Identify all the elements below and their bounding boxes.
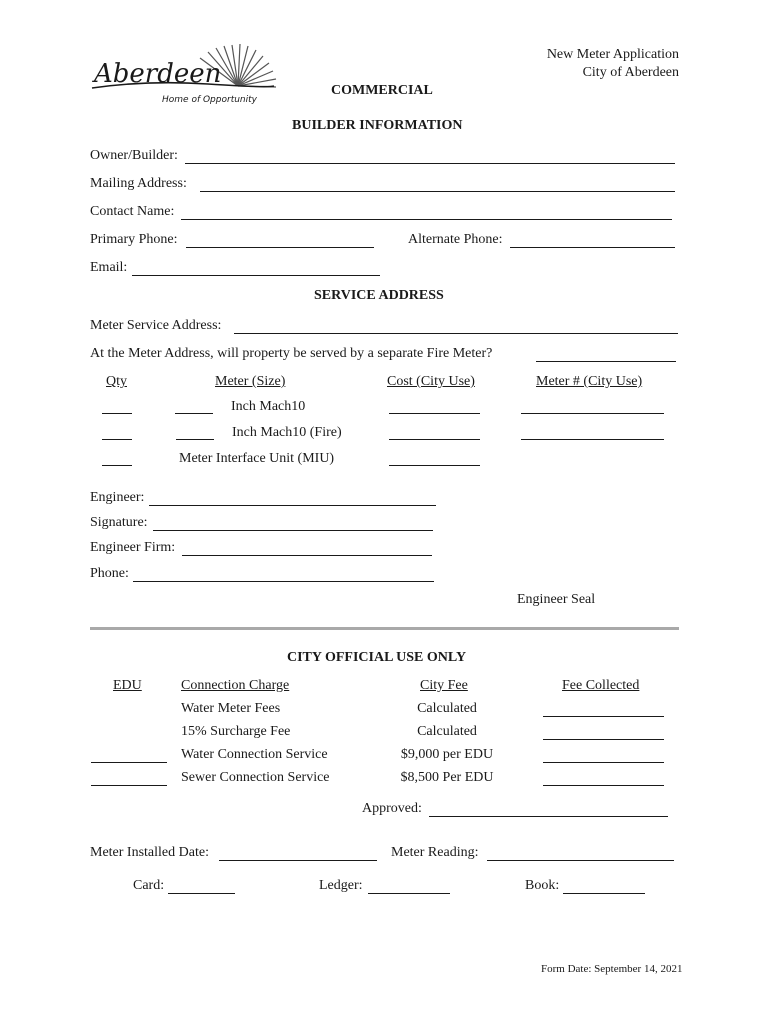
qty-column-header: Qty [106, 374, 127, 389]
fee-collected-column-header: Fee Collected [562, 678, 640, 693]
meter-installed-date-field[interactable] [219, 860, 377, 861]
meter-number-column-header: Meter # (City Use) [536, 374, 643, 389]
builder-heading: BUILDER INFORMATION [292, 118, 463, 133]
city-fee-1: Calculated [417, 701, 477, 716]
charge-label-1: Water Meter Fees [181, 701, 281, 716]
primary-phone-field[interactable] [186, 247, 374, 248]
engineer-seal-label: Engineer Seal [517, 592, 596, 607]
fire-meter-question: At the Meter Address, will property be served by a separate Fire Meter? [90, 346, 493, 361]
edu-field-water[interactable] [91, 762, 167, 763]
meter-row-label-1: Inch Mach10 [231, 399, 306, 414]
engineer-phone-field[interactable] [133, 581, 434, 582]
approved-label: Approved: [362, 801, 422, 816]
fee-collected-field-1[interactable] [543, 716, 664, 717]
meter-reading-field[interactable] [487, 860, 674, 861]
alternate-phone-label: Alternate Phone: [408, 232, 503, 247]
meter-size-field-2[interactable] [176, 439, 214, 440]
service-address-heading: SERVICE ADDRESS [314, 288, 444, 303]
meter-number-field-2[interactable] [521, 439, 664, 440]
cost-field-2[interactable] [389, 439, 480, 440]
mailing-address-field[interactable] [200, 191, 675, 192]
city-fee-4: $8,500 Per EDU [400, 770, 494, 785]
application-title: New Meter Application [546, 47, 679, 62]
form-date: Form Date: September 14, 2021 [541, 963, 683, 975]
meter-service-address-label: Meter Service Address: [90, 318, 222, 333]
qty-field-2[interactable] [102, 439, 132, 440]
aberdeen-logo [88, 44, 278, 108]
edu-field-sewer[interactable] [91, 785, 167, 786]
approved-field[interactable] [429, 816, 668, 817]
owner-builder-label: Owner/Builder: [90, 148, 178, 163]
charge-label-2: 15% Surcharge Fee [181, 724, 291, 739]
ledger-label: Ledger: [319, 878, 363, 893]
email-label: Email: [90, 260, 128, 275]
signature-field[interactable] [153, 530, 433, 531]
cost-field-3[interactable] [389, 465, 480, 466]
book-label: Book: [525, 878, 560, 893]
signature-label: Signature: [90, 515, 148, 530]
city-fee-column-header: City Fee [420, 678, 468, 693]
meter-row-label-2: Inch Mach10 (Fire) [232, 425, 342, 440]
edu-column-header: EDU [113, 678, 142, 693]
city-fee-3: $9,000 per EDU [400, 747, 494, 762]
section-divider [90, 627, 679, 630]
owner-builder-field[interactable] [185, 163, 675, 164]
official-use-heading: CITY OFFICIAL USE ONLY [287, 650, 467, 665]
meter-size-field-1[interactable] [175, 413, 213, 414]
form-type: COMMERCIAL [331, 83, 433, 98]
meter-reading-label: Meter Reading: [391, 845, 479, 860]
connection-charge-column-header: Connection Charge [181, 678, 290, 693]
fee-collected-field-4[interactable] [543, 785, 664, 786]
meter-size-column-header: Meter (Size) [215, 374, 286, 389]
card-label: Card: [133, 878, 165, 893]
engineer-firm-field[interactable] [182, 555, 432, 556]
city-fee-2: Calculated [417, 724, 477, 739]
alternate-phone-field[interactable] [510, 247, 675, 248]
meter-service-address-field[interactable] [234, 333, 678, 334]
email-field[interactable] [132, 275, 380, 276]
city-name: City of Aberdeen [582, 65, 679, 80]
fee-collected-field-2[interactable] [543, 739, 664, 740]
engineer-firm-label: Engineer Firm: [90, 540, 176, 555]
engineer-phone-label: Phone: [90, 566, 129, 581]
meter-number-field-1[interactable] [521, 413, 664, 414]
charge-label-3: Water Connection Service [181, 747, 328, 762]
qty-field-3[interactable] [102, 465, 132, 466]
ledger-field[interactable] [368, 893, 450, 894]
mailing-address-label: Mailing Address: [90, 176, 187, 191]
fire-meter-answer-field[interactable] [536, 361, 676, 362]
book-field[interactable] [563, 893, 645, 894]
engineer-label: Engineer: [90, 490, 145, 505]
logo-wordmark: Aberdeen [94, 59, 222, 89]
fee-collected-field-3[interactable] [543, 762, 664, 763]
meter-installed-date-label: Meter Installed Date: [90, 845, 209, 860]
contact-name-label: Contact Name: [90, 204, 175, 219]
qty-field-1[interactable] [102, 413, 132, 414]
cost-field-1[interactable] [389, 413, 480, 414]
card-field[interactable] [168, 893, 235, 894]
primary-phone-label: Primary Phone: [90, 232, 178, 247]
meter-row-label-3: Meter Interface Unit (MIU) [179, 451, 335, 466]
cost-column-header: Cost (City Use) [387, 374, 475, 389]
engineer-field[interactable] [149, 505, 436, 506]
charge-label-4: Sewer Connection Service [181, 770, 330, 785]
logo-tagline: Home of Opportunity [162, 95, 257, 105]
contact-name-field[interactable] [181, 219, 672, 220]
